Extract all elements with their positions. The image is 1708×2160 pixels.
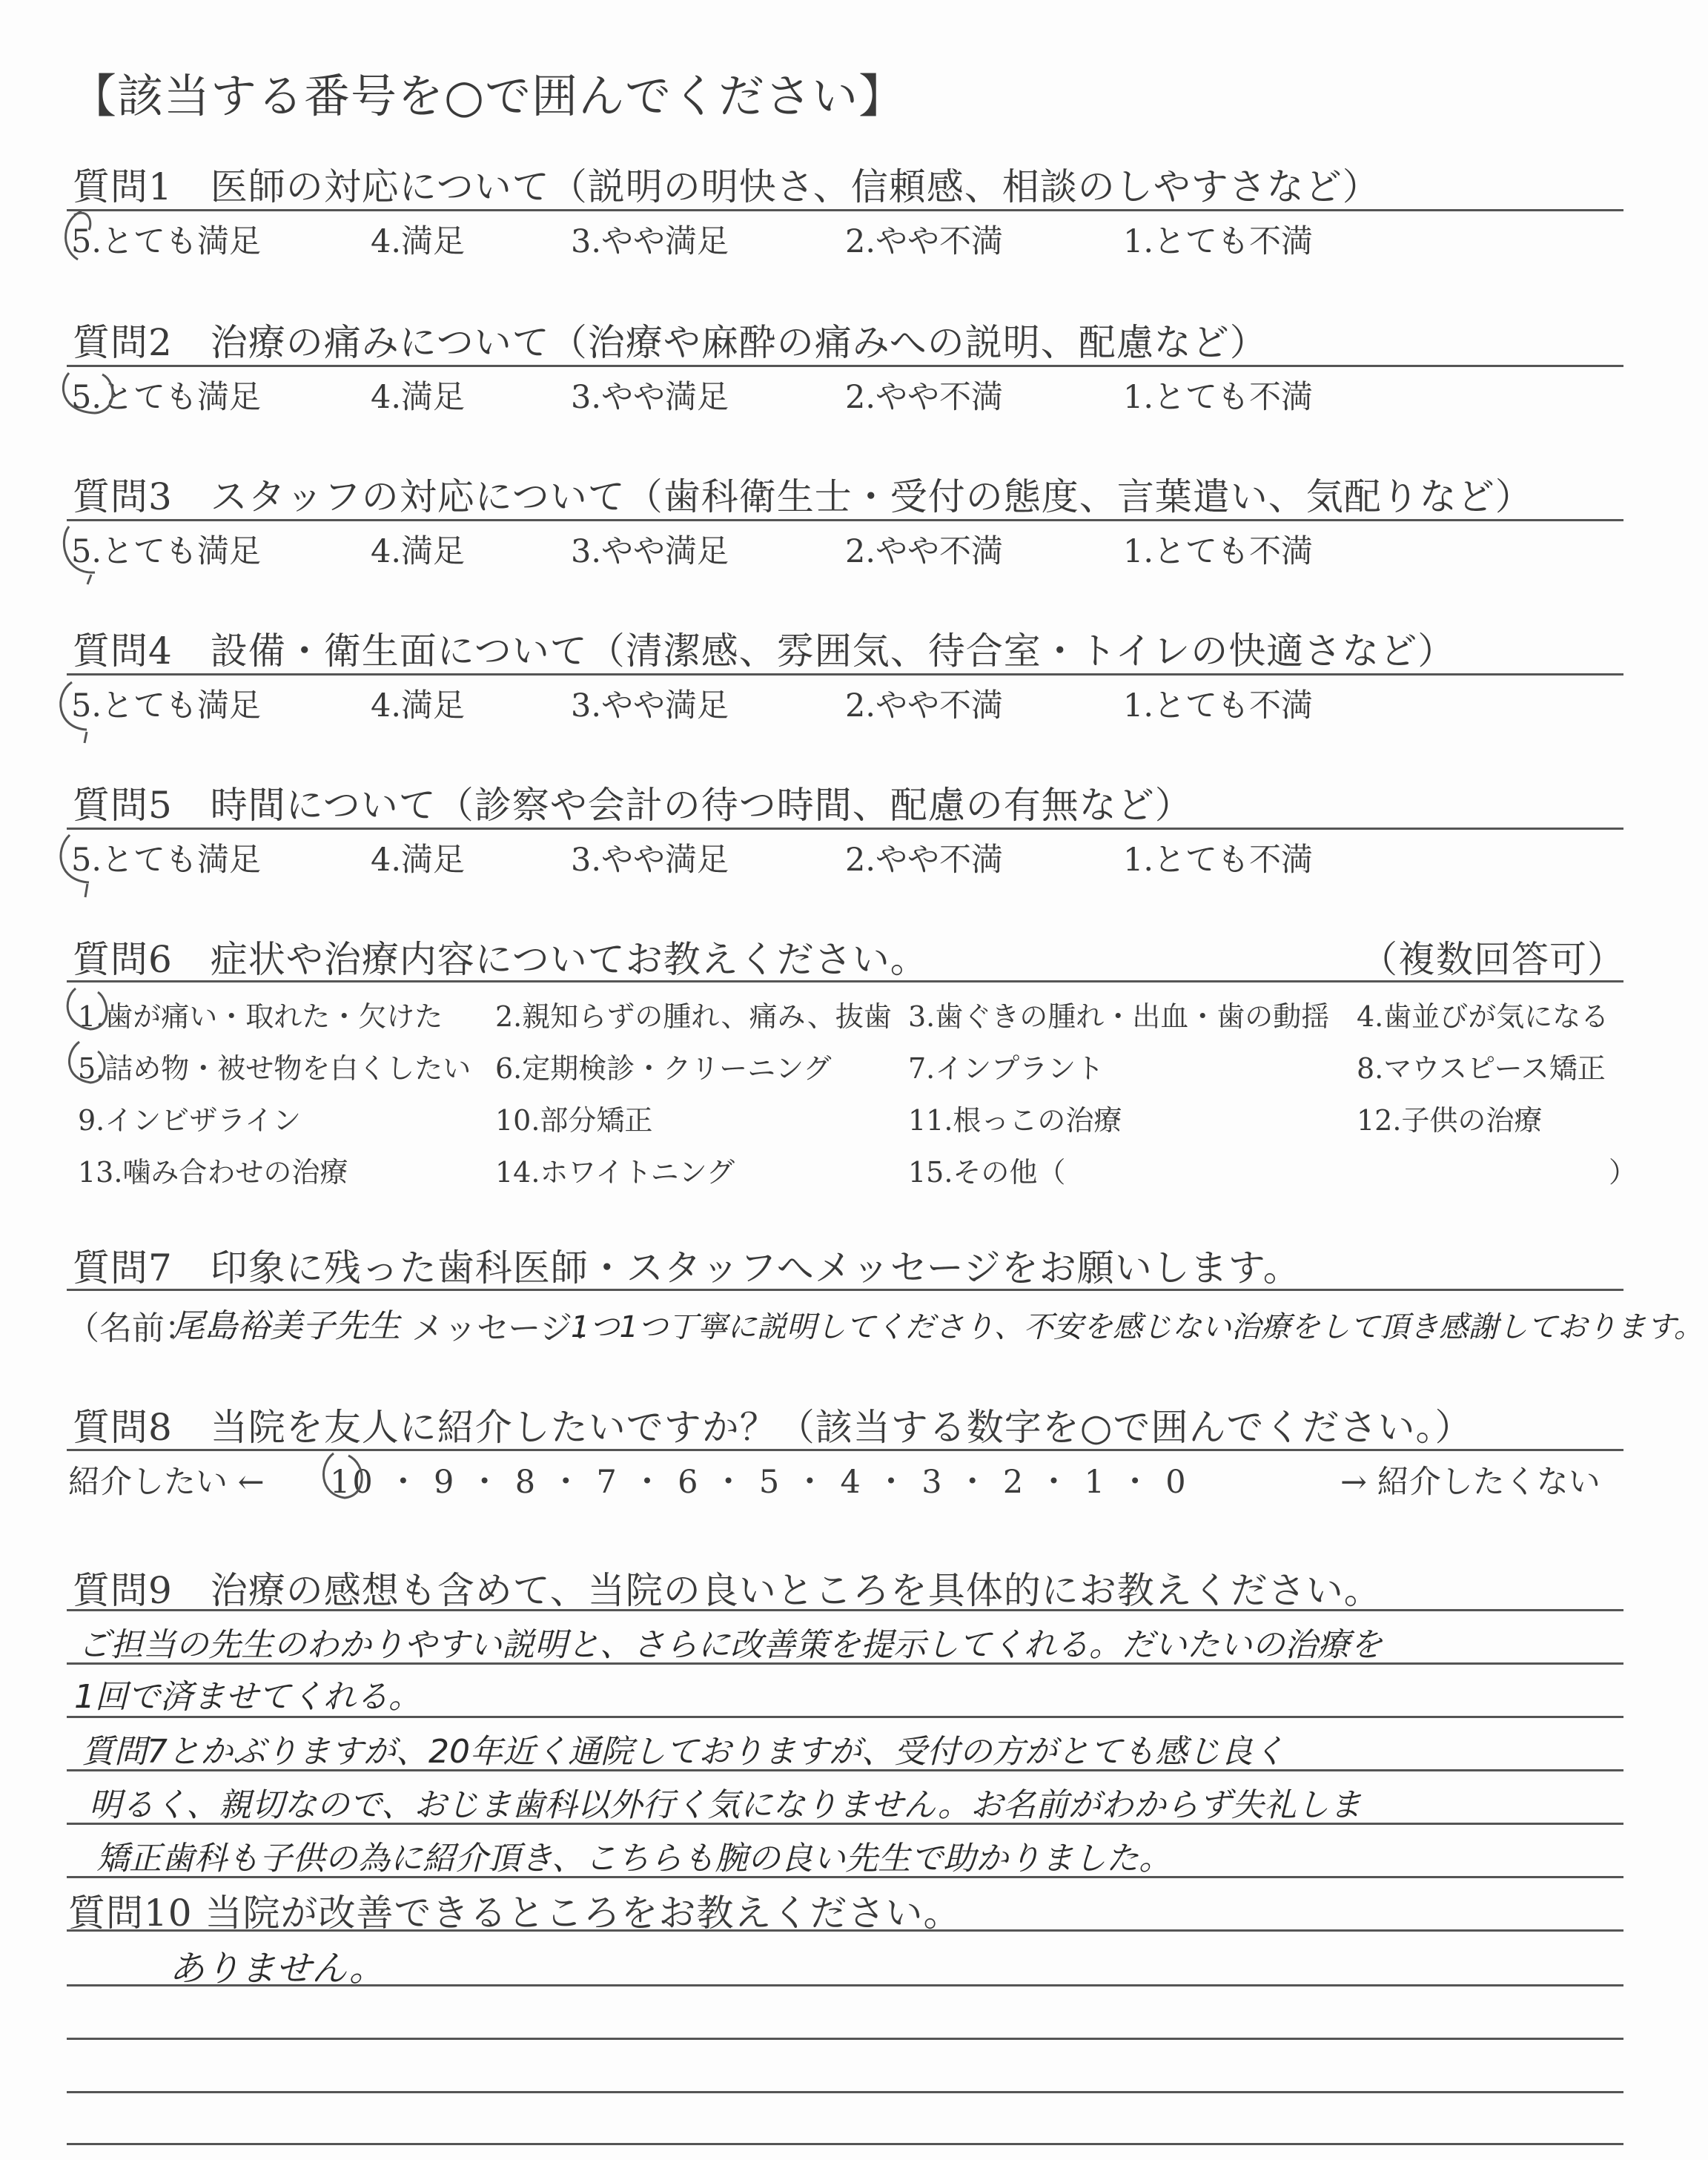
divider	[67, 365, 1623, 367]
rating-option-1[interactable]: 1.とても不満	[1123, 223, 1314, 260]
rating-option-3[interactable]: 3.やや満足	[571, 687, 729, 724]
divider	[67, 673, 1623, 676]
rating-option-3[interactable]: 3.やや満足	[571, 842, 729, 879]
question-6-options	[0, 994, 1708, 1201]
rating-option-2[interactable]: 2.やや不満	[845, 687, 1004, 724]
question-5-options	[0, 835, 1708, 879]
selection-circle-mark	[59, 208, 119, 267]
symptom-option-15[interactable]: 15.その他（	[908, 1156, 1066, 1189]
name-handwritten[interactable]: 尾島裕美子先生	[172, 1307, 400, 1345]
answer-line-text[interactable]: ご担当の先生のわかりやすい説明と、さらに改善策を提示してくれる。だいたいの治療を	[78, 1626, 1383, 1664]
selection-circle-mark	[61, 1038, 120, 1090]
question-2-options	[0, 372, 1708, 417]
rating-option-5[interactable]: 5.とても満足	[71, 379, 262, 416]
question-7-title: 質問7 印象に残った歯科医師・スタッフへメッセージをお願いします。	[73, 1246, 1301, 1289]
symptom-option-8[interactable]: 8.マウスピース矯正	[1357, 1052, 1606, 1085]
symptom-option-10[interactable]: 10.部分矯正	[495, 1104, 653, 1137]
selection-circle-mark	[61, 985, 120, 1037]
question-10-title: 質問10 当院が改善できるところをお教えください。	[68, 1892, 961, 1935]
question-8-title: 質問8 当院を友人に紹介したいですか？（該当する数字を○で囲んでください。）	[73, 1406, 1473, 1449]
symptom-option-6[interactable]: 6.定期検診・クリーニング	[495, 1052, 832, 1085]
symptom-option-14[interactable]: 14.ホワイトニング	[495, 1156, 735, 1189]
selection-circle-mark	[315, 1450, 374, 1505]
rating-option-4[interactable]: 4.満足	[371, 842, 466, 879]
rating-option-2[interactable]: 2.やや不満	[845, 223, 1004, 260]
name-label: （名前：	[67, 1309, 197, 1347]
rating-option-5[interactable]: 5.とても満足	[71, 842, 262, 879]
answer-line-text[interactable]: 1回で済ませてくれる。	[74, 1678, 421, 1716]
recommend-right-label: → 紹介したくない	[1340, 1464, 1601, 1501]
question-1-options	[0, 217, 1708, 261]
other-close-paren: ）	[1609, 1156, 1638, 1189]
answer-line-text[interactable]: 明るく、親切なので、おじま歯科以外行く気になりません。お名前がわからず失礼しま	[89, 1786, 1362, 1824]
divider	[67, 1449, 1623, 1451]
answer-line-text[interactable]: 質問7とかぶりますが、20年近く通院しておりますが、受付の方がとても感じ良く	[82, 1733, 1285, 1771]
symptom-option-1[interactable]: 1.歯が痛い・取れた・欠けた	[78, 1000, 443, 1033]
answer-line	[67, 2143, 1623, 2145]
selection-circle-mark	[58, 519, 125, 586]
divider	[67, 1929, 1623, 1932]
rating-option-5[interactable]: 5.とても満足	[71, 533, 262, 570]
rating-option-3[interactable]: 3.やや満足	[571, 379, 729, 416]
question-4-title: 質問4 設備・衛生面について（清潔感、雰囲気、待合室・トイレの快適さなど）	[73, 630, 1456, 673]
divider	[67, 1289, 1623, 1291]
selection-circle-mark	[53, 829, 120, 896]
symptom-option-7[interactable]: 7.インプラント	[908, 1052, 1105, 1085]
answer-line	[67, 2091, 1623, 2093]
multiple-answer-note: （複数回答可）	[1360, 938, 1625, 981]
divider	[67, 519, 1623, 521]
answer-line-text[interactable]: 矯正歯科も子供の為に紹介頂き、こちらも腕の良い先生で助かりました。	[96, 1840, 1172, 1877]
rating-option-4[interactable]: 4.満足	[371, 687, 466, 724]
question-6-title: 質問6 症状や治療内容についてお教えください。	[73, 938, 928, 981]
symptom-option-4[interactable]: 4.歯並びが気になる	[1357, 1000, 1609, 1033]
page-title: 【該当する番号を○で囲んでください】	[70, 69, 906, 123]
selection-circle-mark	[58, 367, 125, 419]
message-handwritten[interactable]: 1つ1つ丁寧に説明してくださり、不安を感じない治療をして頂き感謝しております。	[571, 1310, 1704, 1344]
symptom-option-3[interactable]: 3.歯ぐきの腫れ・出血・歯の動揺	[908, 1000, 1330, 1033]
rating-option-3[interactable]: 3.やや満足	[571, 533, 729, 570]
symptom-option-11[interactable]: 11.根っこの治療	[908, 1104, 1122, 1137]
rating-option-4[interactable]: 4.満足	[371, 533, 466, 570]
question-2-title: 質問2 治療の痛みについて（治療や麻酔の痛みへの説明、配慮など）	[73, 321, 1268, 364]
rating-option-5[interactable]: 5.とても満足	[71, 223, 262, 260]
symptom-option-5[interactable]: 5.詰め物・被せ物を白くしたい	[78, 1052, 471, 1085]
symptom-option-13[interactable]: 13.噛み合わせの治療	[78, 1156, 348, 1189]
question-3-title: 質問3 スタッフの対応について（歯科衛生士・受付の態度、言葉遣い、気配りなど）	[73, 475, 1533, 518]
selection-circle-mark	[53, 676, 120, 743]
rating-option-1[interactable]: 1.とても不満	[1123, 842, 1314, 879]
rating-option-2[interactable]: 2.やや不満	[845, 842, 1004, 879]
rating-option-2[interactable]: 2.やや不満	[845, 379, 1004, 416]
symptom-option-12[interactable]: 12.子供の治療	[1357, 1104, 1543, 1137]
question-4-options	[0, 681, 1708, 725]
divider	[67, 209, 1623, 211]
rating-option-2[interactable]: 2.やや不満	[845, 533, 1004, 570]
rating-option-1[interactable]: 1.とても不満	[1123, 379, 1314, 416]
divider	[67, 1609, 1623, 1611]
improvement-answer[interactable]: ありません。	[169, 1948, 385, 1989]
recommend-scale[interactable]: 10 ・ 9 ・ 8 ・ 7 ・ 6 ・ 5 ・ 4 ・ 3 ・ 2 ・ 1 ・ 0	[330, 1464, 1188, 1501]
divider	[67, 980, 1623, 982]
question-5-title: 質問5 時間について（診察や会計の待つ時間、配慮の有無など）	[73, 784, 1193, 827]
rating-option-3[interactable]: 3.やや満足	[571, 223, 729, 260]
question-1-title: 質問1 医師の対応について（説明の明快さ、信頼感、相談のしやすさなど）	[73, 165, 1380, 208]
answer-line	[67, 2038, 1623, 2040]
rating-option-4[interactable]: 4.満足	[371, 379, 466, 416]
message-label: メッセージ：	[411, 1309, 606, 1347]
question-3-options	[0, 526, 1708, 571]
rating-option-5[interactable]: 5.とても満足	[71, 687, 262, 724]
rating-option-1[interactable]: 1.とても不満	[1123, 533, 1314, 570]
rating-option-1[interactable]: 1.とても不満	[1123, 687, 1314, 724]
rating-option-4[interactable]: 4.満足	[371, 223, 466, 260]
symptom-option-9[interactable]: 9.インビザライン	[78, 1104, 302, 1137]
recommend-left-label: 紹介したい ←	[68, 1464, 265, 1501]
symptom-option-2[interactable]: 2.親知らずの腫れ、痛み、抜歯	[495, 1000, 892, 1033]
question-9-title: 質問9 治療の感想も含めて、当院の良いところを具体的にお教えください。	[73, 1569, 1382, 1612]
divider	[67, 828, 1623, 830]
